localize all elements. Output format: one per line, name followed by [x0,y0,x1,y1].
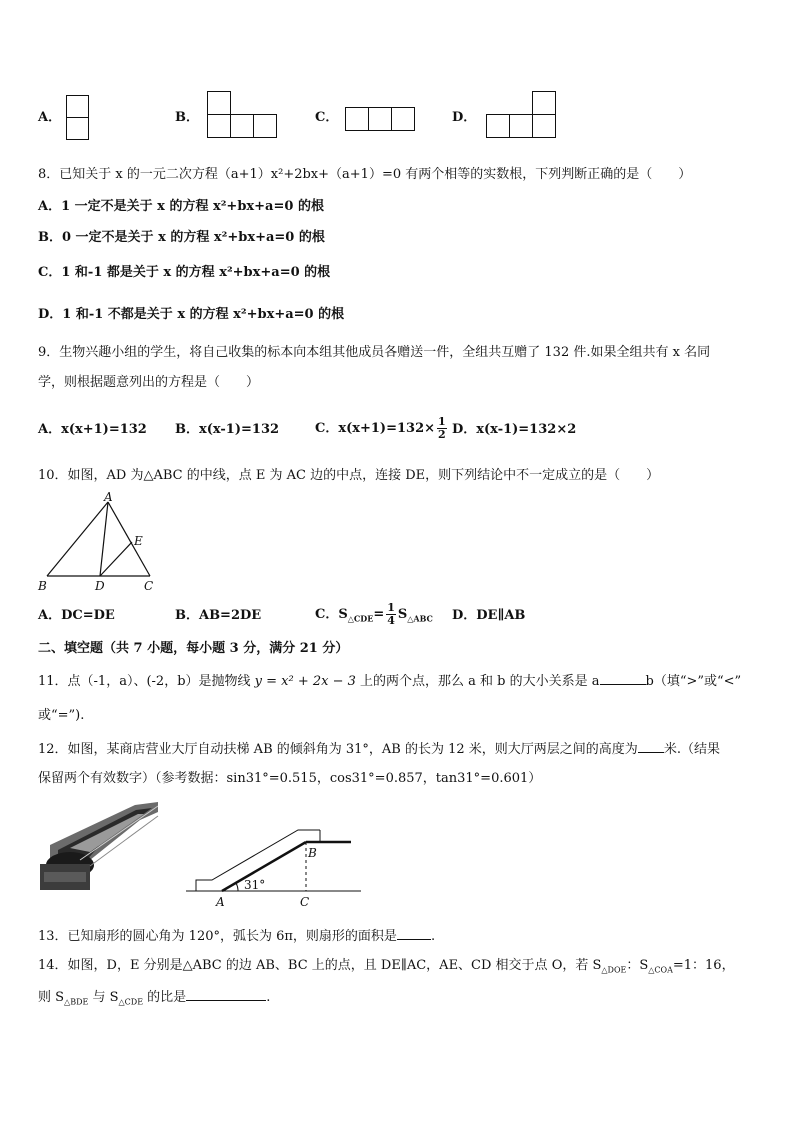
q9-stem-line2: 学，则根据题意列出的方程是（ ） [38,375,260,390]
q14-text-c: =1：16， [672,958,735,973]
q12-text-pre: 12．如图，某商店营业大厅自动扶梯 AB 的倾斜角为 31°，AB 的长为 12 米，则大厅两层之间的高度为 [38,742,638,757]
q10-option-a: A．DC=DE [38,608,115,623]
q9-option-d: D．x(x-1)=132×2 [452,422,577,437]
q10-option-d: D．DE∥AB [452,608,526,623]
q7-option-d-label: D． [452,110,477,125]
escalator-photo [40,800,160,895]
q10-label-b: B [38,579,47,593]
q11-text-part2: 上的两个点，那么 a 和 b 的大小关系是 a [355,674,600,689]
q11-formula: y = x² + 2x − 3 [254,674,356,689]
q12-line2: 保留两个有效数字）（参考数据：sin31°=0.515，cos31°=0.857，tan31°=0.601） [38,771,542,786]
q10-option-c-sub2: △ABC [407,613,433,624]
q7-option-a-figure [66,95,90,143]
q9-option-c [315,414,449,444]
q14-sub-coa: △COA [648,965,673,975]
q13-text-post: . [430,929,436,944]
q9-option-a: A．x(x+1)=132 [38,422,147,437]
q9-fraction-denominator: 2 [438,428,446,441]
q14-text-b: ：S [626,958,649,973]
q9-fraction-numerator: 1 [438,415,446,428]
q10-option-c-equals: = [373,607,385,622]
q7-option-c-figure [345,107,417,133]
q10-option-c [315,600,433,634]
q11-text-part3: b（填“>”或“<” [645,674,742,689]
q14-text-f: 的比是 [143,990,187,1005]
q9-option-c-text: C．x(x+1)=132× [315,421,436,436]
q8-option-a: A．1 一定不是关于 x 的方程 x²+bx+a=0 的根 [38,199,324,214]
q14-text-end: . [266,990,271,1005]
q10-label-a: A [104,490,113,504]
q11-text-part1: 11．点（-1，a）、(-2，b）是抛物线 [38,674,255,689]
q13-text-pre: 13．已知扇形的圆心角为 120°，弧长为 6π，则扇形的面积是 [38,929,397,944]
q14-line2 [38,988,270,1011]
q12-angle-label: 31° [244,878,266,892]
q14-text-a: 14．如图，D，E 分别是△ABC 的边 AB、BC 上的点，且 DE∥AC，AE、CD 相交于点 O，若 S [38,958,602,973]
q12-text-post: 米.（结果 [663,742,720,757]
q7-option-d-figure [486,91,558,139]
q13-line [38,927,435,945]
q11-answer-blank[interactable] [600,672,646,685]
q7-option-b-figure [207,91,279,139]
q8-option-d: D．1 和-1 不都是关于 x 的方程 x²+bx+a=0 的根 [38,307,345,322]
q11-line2: 或“=”). [38,708,85,723]
q12-label-b: B [308,846,317,860]
q10-stem: 10．如图，AD 为△ABC 的中线，点 E 为 AC 边的中点，连接 DE，则下列结论中不一定成立的是（ ） [38,468,660,483]
q14-text-d: 则 S [38,990,65,1005]
q10-label-d: D [95,579,105,593]
q10-option-c-sub1: △CDE [347,613,374,624]
q8-option-c: C．1 和-1 都是关于 x 的方程 x²+bx+a=0 的根 [38,265,331,280]
q7-option-b-label: B． [175,110,199,125]
q8-option-b: B．0 一定不是关于 x 的方程 x²+bx+a=0 的根 [38,230,325,245]
q11-line1 [38,672,741,690]
q9-stem-line1: 9．生物兴趣小组的学生，将自己收集的标本向本组其他成员各赠送一件，全组共互赠了 132 件.如果全组共有 x 名同 [38,345,711,360]
q12-line1 [38,740,720,758]
q14-sub-cde: △CDE [118,997,144,1007]
q14-text-e: 与 S [88,990,119,1005]
q7-option-c-label: C． [315,110,339,125]
q13-answer-blank[interactable] [397,927,431,940]
q12-label-a: A [216,895,225,909]
q9-option-c-fraction [437,416,447,441]
q10-option-b: B．AB=2DE [175,608,262,623]
q9-option-b: B．x(x-1)=132 [175,422,280,437]
q10-fraction-numerator: 1 [387,601,395,614]
q12-label-c: C [300,895,310,909]
q14-answer-blank[interactable] [186,988,266,1001]
section-2-heading: 二、填空题（共 7 小题，每小题 3 分，满分 21 分） [38,641,349,656]
q8-stem: 8．已知关于 x 的一元二次方程（a+1）x²+2bx+（a+1）=0 有两个相等的实数根，下列判断正确的是（ ） [38,167,692,182]
q12-answer-blank[interactable] [638,740,664,753]
q14-line1 [38,958,735,979]
q14-sub-bde: △BDE [64,997,89,1007]
q10-triangle-figure [38,492,158,598]
q10-option-c-prefix: C．S [315,607,348,622]
q10-option-c-fraction [386,602,396,627]
q10-label-e: E [134,534,143,548]
q10-option-c-s: S [397,607,408,622]
q10-label-c: C [144,579,154,593]
q12-escalator-diagram [186,800,361,910]
q10-fraction-denominator: 4 [387,614,395,627]
q14-sub-doe: △DOE [601,965,627,975]
q7-option-a-label: A． [38,110,62,125]
